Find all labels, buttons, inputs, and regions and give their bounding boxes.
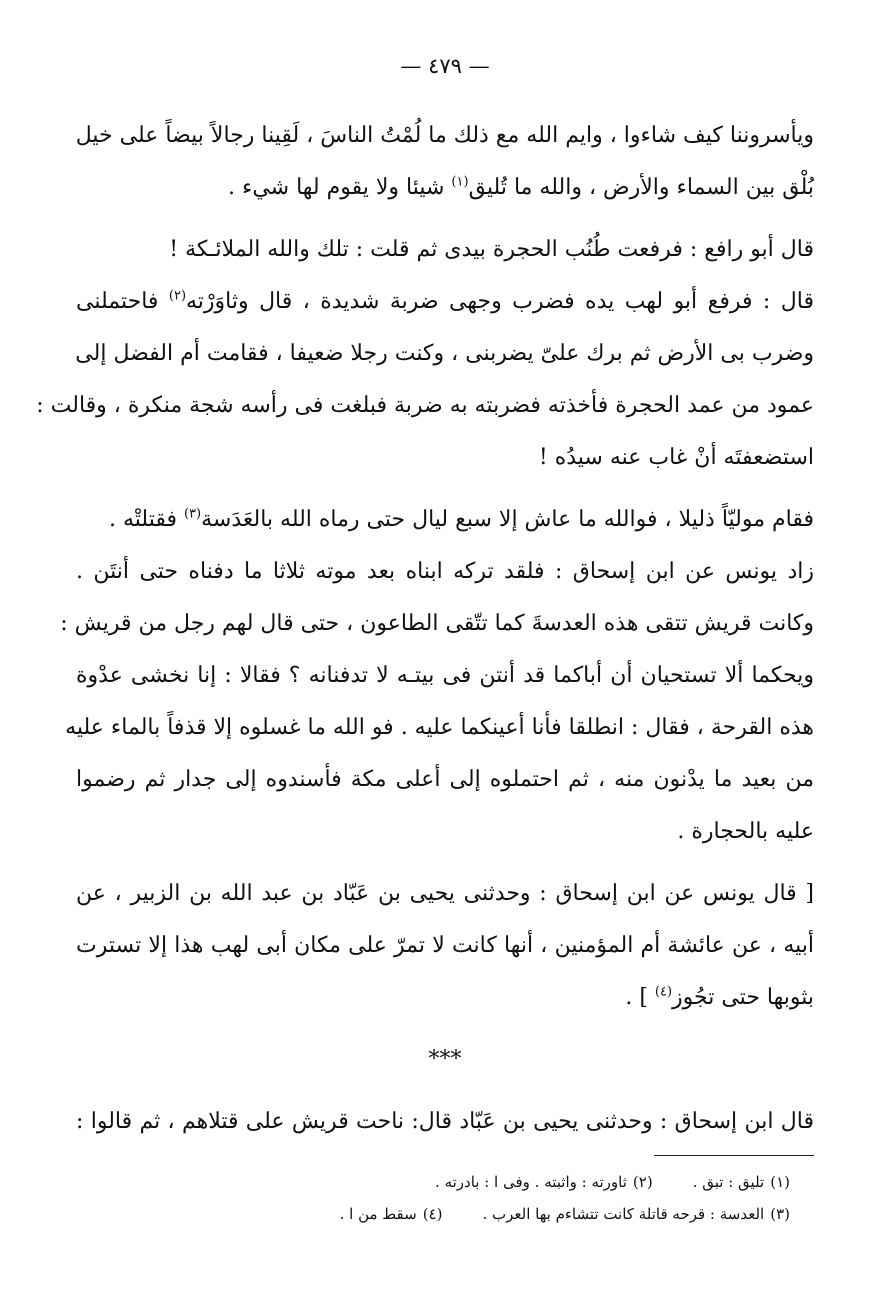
text-line (76, 432, 814, 484)
footnote-marker: (٣) (183, 506, 202, 522)
line-text: *** (428, 1047, 462, 1072)
line-text: بُلْق بين السماء والأرض ، والله ما تُليق (468, 175, 814, 200)
text-line (76, 972, 814, 1024)
page-number: — ٤٧٩ — (400, 54, 490, 78)
line-text: قال أبو رافع : فرفعت طُنُب الحجرة بيدى ثم قلت : تلك والله الملائـكة ! (169, 237, 814, 262)
line-text: ويحكما ألا تستحيان أن أباكما قد أنتن فى بيتـه لا تدفنانه ؟ فقالا : إنا نخشى عدْوة (76, 663, 814, 688)
line-text-continued: ] . (625, 985, 655, 1010)
line-text: قال ابن إسحاق : وحدثنى يحيى بن عَبّاد قال: ناحت قريش على قتلاهم ، ثم قالوا : (76, 1109, 814, 1134)
line-text: قال : فرفع أبو لهب يده فضرب وجهى ضربة شديدة ، قال وثاوَرْته (186, 289, 814, 314)
footnote-marker: (٢) (168, 288, 187, 304)
footnote-marker: (١) (451, 174, 469, 190)
line-text: عليه بالحجارة . (677, 819, 814, 844)
line-text: هذه القرحة ، فقال : انطلقا فأنا أعينكما عليه . فو الله ما غسلوه إلا قذفاً بالماء عليه (65, 715, 814, 740)
line-text-continued: فقتلتْه . (108, 507, 184, 532)
paragraph-gap (76, 1086, 814, 1096)
line-text: أبيه ، عن عائشة أم المؤمنين ، أنها كانت لا تمرّ على مكان أبى لهب هذا إلا تسترت (76, 933, 814, 958)
paragraph-gap (76, 484, 814, 494)
line-text: من بعيد ما يدْنون منه ، ثم احتملوه إلى أعلى مكة فأسندوه إلى جدار ثم رضموا (76, 767, 814, 792)
footnote-number: (٢) (632, 1173, 653, 1191)
footnote-number: (٣) (770, 1205, 790, 1223)
line-text-continued: شيئا ولا يقوم لها شيء . (227, 175, 452, 200)
line-text: ويأسروننا كيف شاءوا ، وايم الله مع ذلك ما لُمْتُ الناسَ ، لَقِينا رجالاً بيضاً على خيل (75, 123, 814, 148)
line-text: بثوبها حتى تجُوز (672, 985, 814, 1010)
footnote-text: ثاورته : واثبته . وفى ا : بادرته . (435, 1173, 627, 1191)
footnote-number: (٤) (422, 1205, 443, 1223)
text-line (76, 328, 814, 380)
footnote-line (140, 1166, 790, 1198)
paragraph-gap (76, 1024, 814, 1034)
footnote-text: العدسة : قرحه قاتلة كانت تتشاءم بها العرب . (482, 1205, 765, 1223)
footnote-line (140, 1198, 790, 1230)
text-line (76, 920, 814, 972)
line-text: فقام موليّاً ذليلا ، فوالله ما عاش إلا سبع ليال حتى رماه الله بالعَدَسة (201, 507, 814, 532)
footnote-text: سقط من ا . (339, 1205, 417, 1223)
line-text-continued: فاحتملنى (76, 289, 169, 314)
line-text: زاد يونس عن ابن إسحاق : فلقد تركه ابناه بعد موته ثلاثا ما دفناه حتى أنتَن . (76, 559, 814, 584)
line-text: وكانت قريش تتقى هذه العدسةَ كما تتّقى الطاعون ، حتى قال لهم رجل من قريش : (60, 611, 814, 636)
text-line (76, 1096, 814, 1148)
paragraph-gap (76, 214, 814, 224)
footnote-number: (١) (770, 1173, 790, 1191)
line-text: وضرب بى الأرض ثم برك علىّ يضربنى ، وكنت رجلا ضعيفا ، فقامت أم الفضل إلى (75, 341, 814, 366)
footnote-text: تليق : تبق . (692, 1173, 765, 1191)
text-line (60, 598, 814, 650)
line-text: عمود من عمد الحجرة فأخذته فضربته به ضربة فبلغت فى رأسه شجة منكرة ، وقالت : (36, 393, 814, 418)
footnote-marker: (٤) (654, 984, 673, 1000)
text-line (36, 380, 814, 432)
text-line (76, 650, 814, 702)
line-text: [ قال يونس عن ابن إسحاق : وحدثنى يحيى بن عَبّاد بن عبد الله بن الزبير ، عن (76, 881, 814, 906)
text-line (76, 162, 814, 214)
text-line (76, 546, 814, 598)
paragraph-gap (76, 858, 814, 868)
text-line (65, 702, 814, 754)
text-line (76, 754, 814, 806)
footnotes (140, 1166, 790, 1230)
section-separator (76, 1034, 814, 1086)
text-line (76, 494, 814, 546)
text-line (76, 276, 814, 328)
text-line (76, 868, 814, 920)
line-text: استضعفتَه أنْ غاب عنه سيدُه ! (538, 445, 814, 470)
text-line (76, 806, 814, 858)
main-text (36, 110, 814, 1148)
text-line (76, 224, 814, 276)
text-line (76, 110, 814, 162)
footnote-rule (654, 1155, 814, 1156)
